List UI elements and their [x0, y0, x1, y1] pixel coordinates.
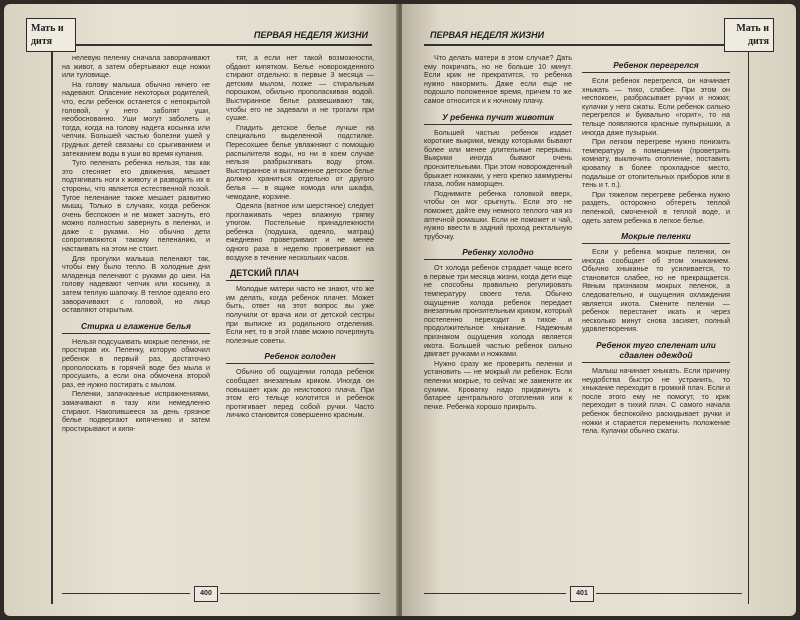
paragraph: Поднимите ребенка головкой вверх, чтобы он мог срыгнуть. Если это не поможет, дайте ему немного теплого чая из аптечной ромашки. Если не поможет и чай, нужно ввести в задний проход ректальную трубочку. [424, 188, 572, 241]
paragraph: Если ребенок перегрелся, он начинает хныкать — тихо, слабее. При этом он неспокоен, разбрасывает ручки и ножки; кулачки у него сжаты. Если ребенок сильно перегрелся и буквально «горит», то на тельце появляются красные пупырышки, а иногда даже пузырьки. [582, 76, 730, 137]
left-page [4, 4, 398, 616]
side-rule [748, 52, 750, 604]
paragraph: Для прогулки малыша пеленают так, чтобы ему было тепло. В холодные дни младенца пеленают с руками до шеи. На голову надевают чепчик или косынку, а затем теплую шапочку. В теплое одеяло его заворачивают с головой, но лицо оставляют открытым. [62, 253, 210, 315]
paragraph: тят, а если нет такой возможности, обдают кипятком. Белье новорожденного стирают отдельно: в первые 3 месяца — детским мылом, позже — стиральным порошком, обильно прополаскивая водой. Выстиранное белье развешивают так, чтобы его не задевали и не трогали при сушке. [226, 53, 374, 123]
section-heading: У ребенка пучит животик [424, 112, 572, 125]
section-label: Мать и дитя [26, 18, 76, 52]
paragraph: Обычно об ощущении голода ребенок сообщает внезапным криком. Иногда он повышает крик до неистового плача. При этом его тельце колотится и ребенок протягивает перед собой ручки. Часто личико становится совершенно красным. [226, 367, 374, 420]
section-label: Мать и дитя [724, 18, 774, 52]
paragraph: При тяжелом перегреве ребенка нужно раздеть, осторожно обтереть теплой пеленкой, смоченной в теплой воде, и одеть затем ребенка в легкое белье. [582, 189, 730, 225]
section-heading: Ребенку холодно [424, 247, 572, 260]
text-column-1 [62, 54, 210, 434]
section-heading: Ребенок голоден [226, 351, 374, 364]
section-heading: Ребенок перегрелся [582, 60, 730, 73]
running-title: ПЕРВАЯ НЕДЕЛЯ ЖИЗНИ [253, 30, 368, 40]
footer-rule [220, 593, 380, 594]
paragraph: Пеленки, запачканные испражнениями, замачивают в тазу или немедленно стирают. Накопившееся за день грязное белье подвергают кипячению и затем простирывают и кипя- [62, 389, 210, 433]
section-heading: Стирка и глажение белья [62, 321, 210, 334]
header-rule [76, 44, 372, 46]
paragraph: Нельзя подсушивать мокрые пеленки, не простирав их. Пеленку, которую обмочил ребенок в первый раз, достаточно прополоскать в горячей воде без мыла и просушить, а если она обмочена второй раз, ее нужно постирать с мылом. [62, 336, 210, 389]
paragraph: Туго пеленать ребенка нельзя, так как это стесняет его движения, мешает подтягивать ноги к животу и разводить их в стороны, что является естественной позой. Тугое пеленание также мешает развитию мышц. Только в случаях, когда ребенок очень беспокоен и не может заснуть, его можно полностью завернуть в пеленки, и даже с руками. Но обычно дети сопротивляются такому пеленанию, и настаивать на этом не стоит. [62, 158, 210, 254]
running-title: ПЕРВАЯ НЕДЕЛЯ ЖИЗНИ [430, 30, 545, 40]
paragraph: Гладить детское белье лучше на специально выделенной подстилке. Пересохшее белье увлажняют с помощью распылителя воды, но ни в коем случае нельзя разбрызгивать воду ртом. Выстиранное и выглаженное детское белье должно храниться отдельно от другого белья — в ящике комода или шкафа, чемодане, корзине. [226, 122, 374, 201]
text-column-2 [582, 54, 730, 437]
header-rule [424, 44, 724, 46]
paragraph: Большей частью ребенок издает короткие выкрики, между которыми бывают более или менее длительные перерывы. Выкрики иногда бывают очень пронзительными. При этом новорожденный брыкает ножками, у него крепко зажмурены глаза, лобик наморщен. [424, 127, 572, 189]
text-column-2 [226, 54, 374, 421]
paragraph: нелевую пеленку сначала заворачивают на живот, а затем обертывают еще ножки или туловище. [62, 53, 210, 80]
paragraph: Молодые матери часто не знают, что же им делать, когда ребенок плачет. Может быть, ответ на этот вопрос вы уже получили от врача или от детской сестры при выписке из родильного отделения. Если нет, то в этой главе можно почерпнуть полезные советы. [226, 284, 374, 345]
section-heading: Мокрые пеленки [582, 231, 730, 244]
paragraph: Малыш начинает хныкать. Если причину неудобства быстро не устранить, то хныкание переходит в громкий плач. Если и после этого ему не помогут, то крик переходит в тихий плач. С самого начала ребенок беспокойно раскидывает ручки и ножки и старается переменить положение тела. Кулачки обычно сжаты. [582, 366, 730, 436]
paragraph: От холода ребенок страдает чаще всего в первые три месяца жизни, когда дети еще не способны правильно регулировать температуру своего тела. Обычно ощущение холода ребенок передает внезапным пронзительным криком, который постепенно переходит в тихое и продолжительное хныкание. Надежным признаком ощущения холода является икота. Большей частью ребенок сильно двигает ручками и ножками. [424, 263, 572, 359]
right-page [402, 4, 796, 616]
section-heading: ДЕТСКИЙ ПЛАЧ [226, 268, 374, 281]
text-column-1 [424, 54, 572, 412]
paragraph: На голову малыша обычно ничего не надевают. Опасение некоторых родителей, что, если ребенок останется с непокрытой головой, у него заболят уши, необоснованно. Уши могут заболеть и тогда, когда на голову надета косынка или чепчик. Большей частью болезни ушей у грудных детей связаны со срыгиванием и затеканием воды в уши во время купания. [62, 79, 210, 158]
paragraph: Если у ребенка мокрые пеленки, он иногда сообщает об этом хныканием. Обычно хныканье то усиливается, то становится слабее, но не прекращается. Явным признаком мокрых пеленок, а следовательно, и ощущения охлаждения является икота. Смените пеленки — ребенок перестанет икать и через несколько минут снова засияет, полный удовлетворения. [582, 247, 730, 334]
footer-rule [424, 593, 566, 594]
paragraph: При легком перегреве нужно понизить температуру в помещении (проветрить комнату, выключить отопление, поставить кроватку в более прохладное место, подальше от отопительных приборов или в тень и т. п.). [582, 137, 730, 190]
paragraph: Одеяла (ватное или шерстяное) следует проглаживать через влажную тряпку утюгом. Постельные принадлежности ребенка (подушка, одеяло, матрац) ежедневно проветривают и не менее одного раза в неделю проветривают на воздухе в течение нескольких часов. [226, 201, 374, 262]
paragraph: Что делать матери в этом случае? Дать ему покричать, но не больше 10 минут. Если крик не прекратится, то ребенка нужно накормить. Даже если еще не подошло положенное время, причем то же самое относится и к ночному плачу. [424, 53, 572, 105]
side-rule [51, 52, 53, 604]
page-number: 400 [194, 586, 218, 602]
page-number: 401 [570, 586, 594, 602]
paragraph: Нужно сразу же проверить пеленки и установить — не мокрый ли ребенок. Если пеленки мокрые, то сейчас же замените их сухими. Кроватку надо придвинуть к батарее центрального отопления или к печке. Ребенка хорошо прикрыть. [424, 358, 572, 411]
footer-rule [596, 593, 742, 594]
section-heading: Ребенок туго спеленат или сдавлен одеждой [582, 340, 730, 363]
footer-rule [62, 593, 190, 594]
